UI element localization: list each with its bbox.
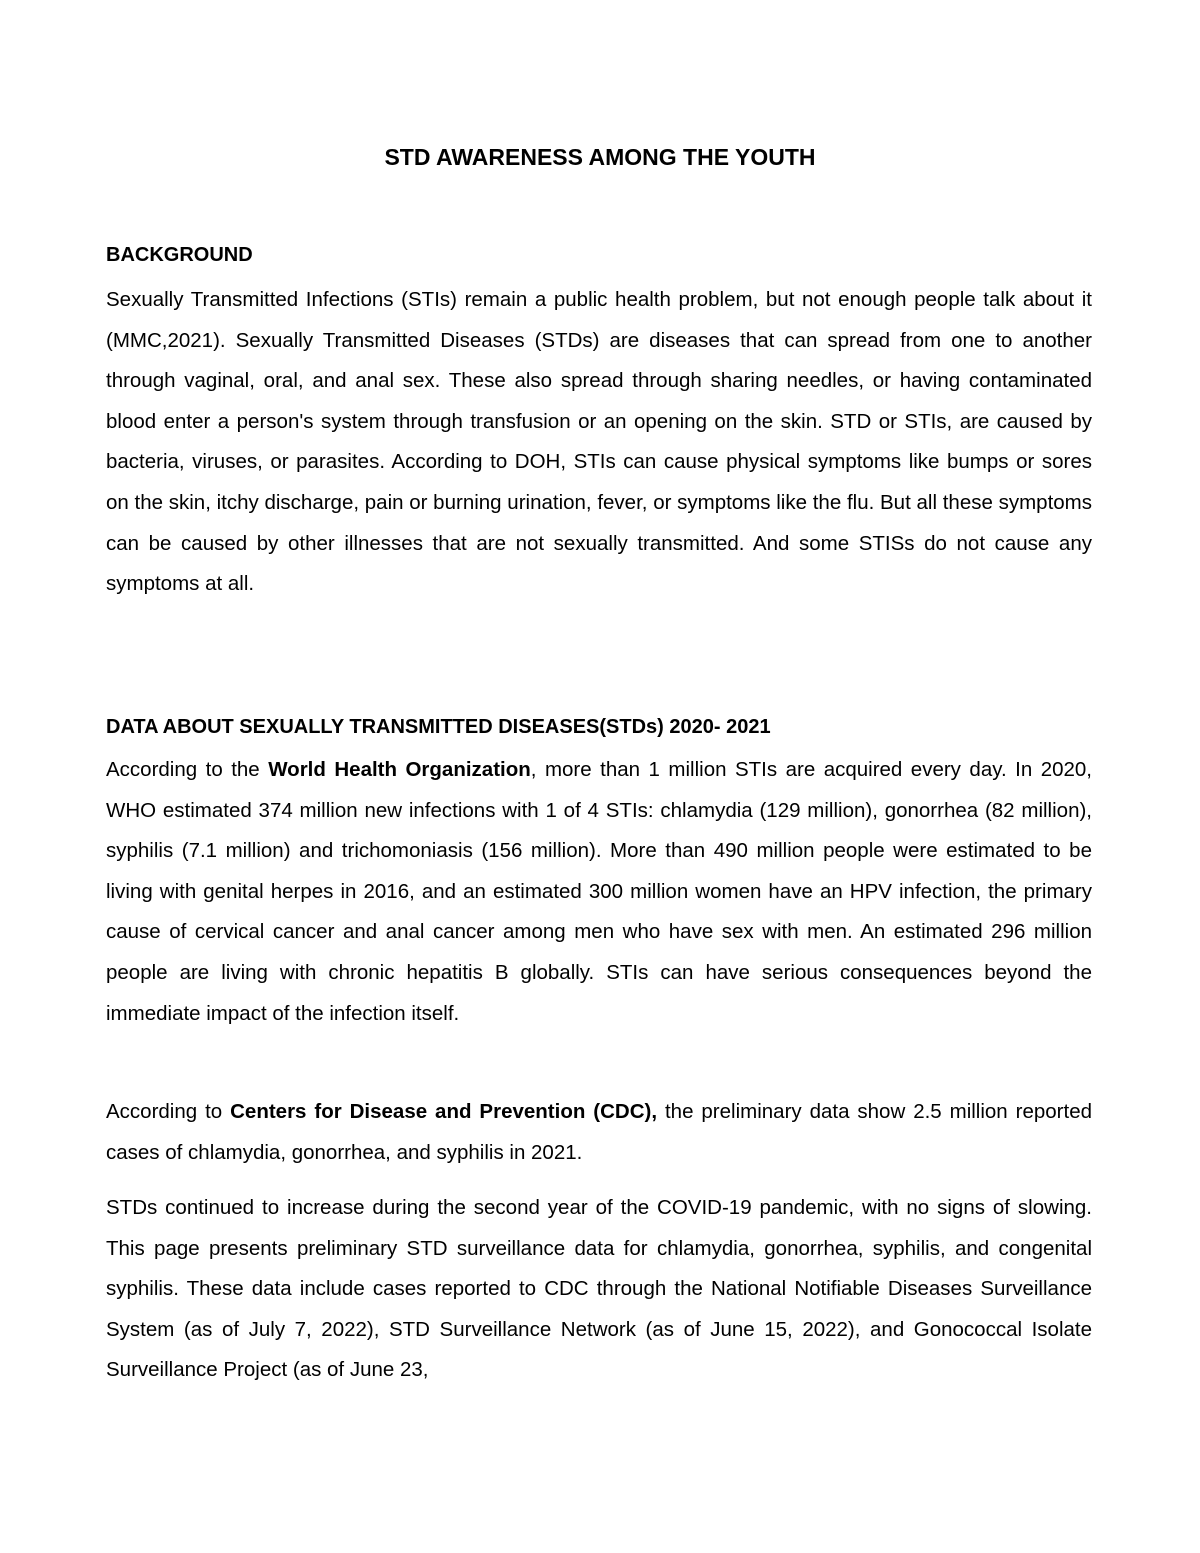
who-paragraph (106, 750, 1092, 1034)
background-paragraph: Sexually Transmitted Infections (STIs) remain a public health problem, but not enough people talk about it (MMC,2021). Sexually Transmitted Diseases (STDs) are diseases that can spread from one to another through vaginal, oral, and anal sex. These also spread through sharing needles, or having contaminated blood enter a person's system through transfusion or an opening on the skin. STD or STIs, are caused by bacteria, viruses, or parasites. According to DOH, STIs can cause physical symptoms like bumps or sores on the skin, itchy discharge, pain or burning urination, fever, or symptoms like the flu. But all these symptoms can be caused by other illnesses that are not sexually transmitted. And some STISs do not cause any symptoms at all. (106, 288, 1092, 596)
covid-paragraph: STDs continued to increase during the second year of the COVID-19 pandemic, with no signs of slowing. This page presents preliminary STD surveillance data for chlamydia, gonorrhea, syphilis, and congenital syphilis. These data include cases reported to CDC through the National Notifiable Diseases Surveillance System (as of July 7, 2022), STD Surveillance Network (as of June 15, 2022), and Gonococcal Isolate Surveillance Project (as of June 23, (106, 1196, 1092, 1382)
who-organization-name: World Health Organization (268, 758, 531, 781)
document-title: STD AWARENESS AMONG THE YOUTH (384, 144, 816, 170)
who-paragraph-lead: According to the (106, 758, 269, 781)
cdc-paragraph-rest: the preliminary data show 2.5 million reported cases of chlamydia, gonorrhea, and syphilis in 2021. (106, 1100, 1092, 1164)
cdc-organization-name: Centers for Disease and Prevention (CDC), (230, 1100, 658, 1123)
cdc-paragraph-lead: According to (106, 1100, 231, 1123)
data-heading: DATA ABOUT SEXUALLY TRANSMITTED DISEASES(STDs) 2020- 2021 (106, 716, 771, 738)
background-heading: BACKGROUND (106, 244, 253, 266)
who-paragraph-rest: , more than 1 million STIs are acquired every day. In 2020, WHO estimated 374 million new infections with 1 of 4 STIs: chlamydia (129 million), gonorrhea (82 million), syphilis (7.1 million) and trichomoniasis (156 million). More than 490 million people were estimated to be living with genital herpes in 2016, and an estimated 300 million women have an HPV infection, the primary cause of cervical cancer and anal cancer among men who have sex with men. An estimated 296 million people are living with chronic hepatitis B globally. STIs can have serious consequences beyond the immediate impact of the infection itself. (106, 758, 1092, 1025)
cdc-paragraph (106, 1092, 1092, 1173)
